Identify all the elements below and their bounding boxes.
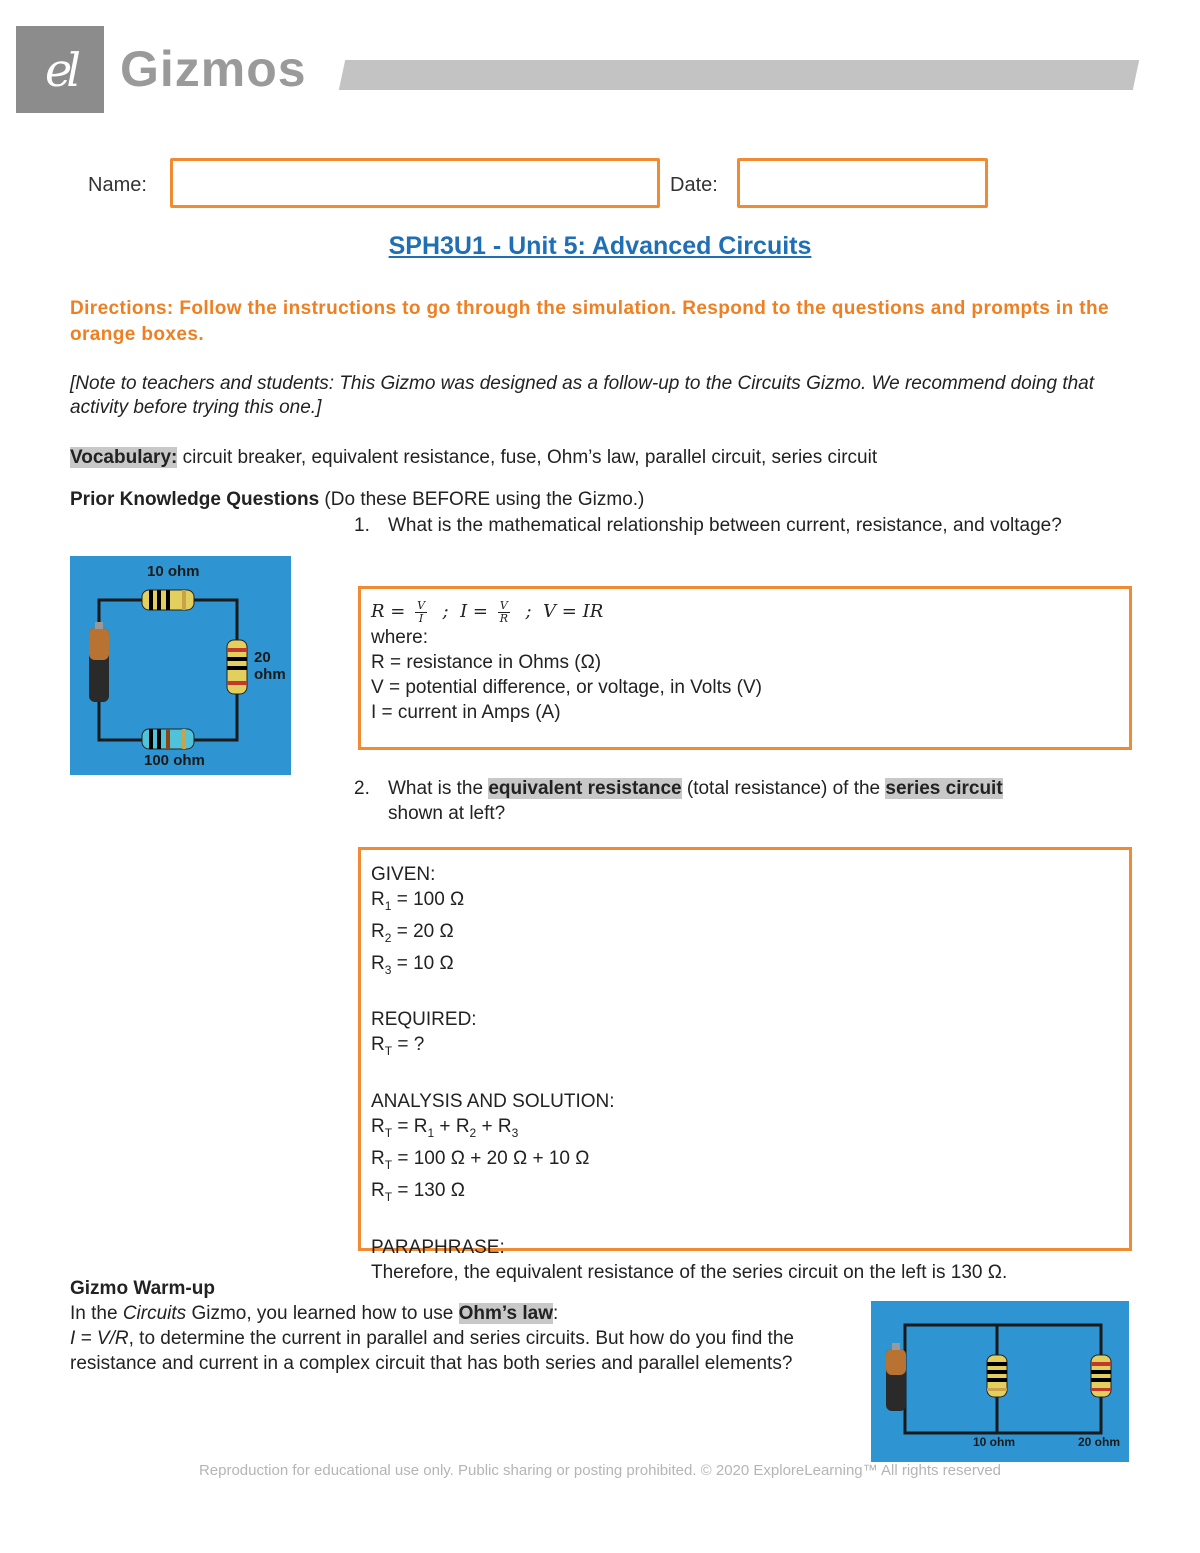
prior-knowledge-note: (Do these BEFORE using the Gizmo.) xyxy=(319,489,645,510)
definition-voltage: V = potential difference, or voltage, in Volts (V) xyxy=(371,676,762,698)
q2-number: 2. xyxy=(354,778,370,799)
ohms-law-formulas: R = $\frac{V}{I}$ ; I = $\frac{V}{R}$ ; V = IR xyxy=(371,598,604,625)
parallel-circuit-image xyxy=(871,1301,1129,1462)
teacher-note: [Note to teachers and students: This Gizmo was designed as a follow-up to the Circuits Gizmo. We recommend doing that activity before trying this one.] xyxy=(70,373,1095,418)
header-bar xyxy=(339,60,1139,90)
vocabulary xyxy=(70,446,877,470)
name-field[interactable] xyxy=(170,158,660,208)
prior-knowledge-heading xyxy=(70,489,644,511)
definition-resistance: R = resistance in Ohms (Ω) xyxy=(371,651,602,673)
analysis-substitution: $R_T = 100$ Ω + 20 Ω + 10 Ω xyxy=(371,1147,590,1172)
analysis-heading: ANALYSIS AND SOLUTION: xyxy=(371,1091,615,1113)
series-circuit-image xyxy=(70,556,291,775)
page-title: SPH3U1 - Unit 5: Advanced Circuits xyxy=(388,232,812,260)
given-r3: $R_3 = 10$ Ω xyxy=(371,952,454,977)
given-heading: GIVEN: xyxy=(371,864,436,885)
q1-text: What is the mathematical relationship between current, resistance, and voltage? xyxy=(388,515,1062,536)
q1-answer-box[interactable] xyxy=(358,586,1132,750)
definition-current: I = current in Amps (A) xyxy=(371,701,561,723)
given-r1: $R_1 = 100$ Ω xyxy=(371,889,465,913)
warmup-text: In the Circuits Gizmo, you learned how to use Ohm’s law: I = V/R, to determine the current in parallel and series circuits. But how do you find the resistance and current in a complex circuit that has both series and parallel elements? xyxy=(70,1303,794,1374)
paraphrase-text: Therefore, the equivalent resistance of the series circuit on the left is 130 Ω. xyxy=(371,1261,1008,1283)
resistor-label-20: 20 xyxy=(254,649,271,666)
footer-copyright: Reproduction for educational use only. Public sharing or posting prohibited. © 2020 ExploreLearning™ All rights reserved xyxy=(198,1462,1002,1479)
resistor-label-ohm: ohm xyxy=(254,666,286,683)
required-heading: REQUIRED: xyxy=(371,1009,477,1031)
resistor-label-10-ohm: 10 ohm xyxy=(147,563,200,580)
analysis-formula: $R_T = R_1 + R_2 + R_3$ xyxy=(371,1116,519,1140)
date-label: Date: xyxy=(670,174,718,196)
paraphrase-heading: PARAPHRASE: xyxy=(371,1236,505,1258)
name-label: Name: xyxy=(88,174,147,196)
resistor-label-10-ohm-parallel: 10 ohm xyxy=(973,1435,1016,1449)
prior-knowledge-title: Prior Knowledge Questions xyxy=(70,489,320,510)
q1-number: 1. xyxy=(354,515,370,536)
q2-text: What is the equivalent resistance (total resistance) of the series circuit shown at left? xyxy=(388,778,1003,824)
explorelearning-logo-icon: el xyxy=(45,42,75,97)
resistor-label-20-ohm-parallel: 20 ohm xyxy=(1078,1435,1121,1449)
given-r2: $R_2 = 20$ Ω xyxy=(371,920,454,945)
date-field[interactable] xyxy=(737,158,988,208)
brand-name: Gizmos xyxy=(120,41,307,97)
resistor-label-100-ohm: 100 ohm xyxy=(144,752,205,769)
term-ohms-law: Ohm’s law xyxy=(458,1303,553,1324)
directions: Directions: Follow the instructions to go through the simulation. Respond to the questions and prompts in the orange boxes. xyxy=(70,298,1109,345)
term-equivalent-resistance: equivalent resistance xyxy=(488,778,682,799)
q2-answer-box[interactable] xyxy=(358,847,1132,1283)
analysis-result: $R_T = 130$ Ω xyxy=(371,1179,465,1204)
vocabulary-terms: circuit breaker, equivalent resistance, fuse, Ohm’s law, parallel circuit, series circuit xyxy=(177,447,878,468)
warmup-heading: Gizmo Warm-up xyxy=(70,1278,215,1299)
where-label: where: xyxy=(371,626,429,648)
vocabulary-label: Vocabulary: xyxy=(70,447,178,468)
required-rt: $R_T$ = ? xyxy=(371,1034,425,1059)
term-series-circuit: series circuit xyxy=(885,778,1003,799)
